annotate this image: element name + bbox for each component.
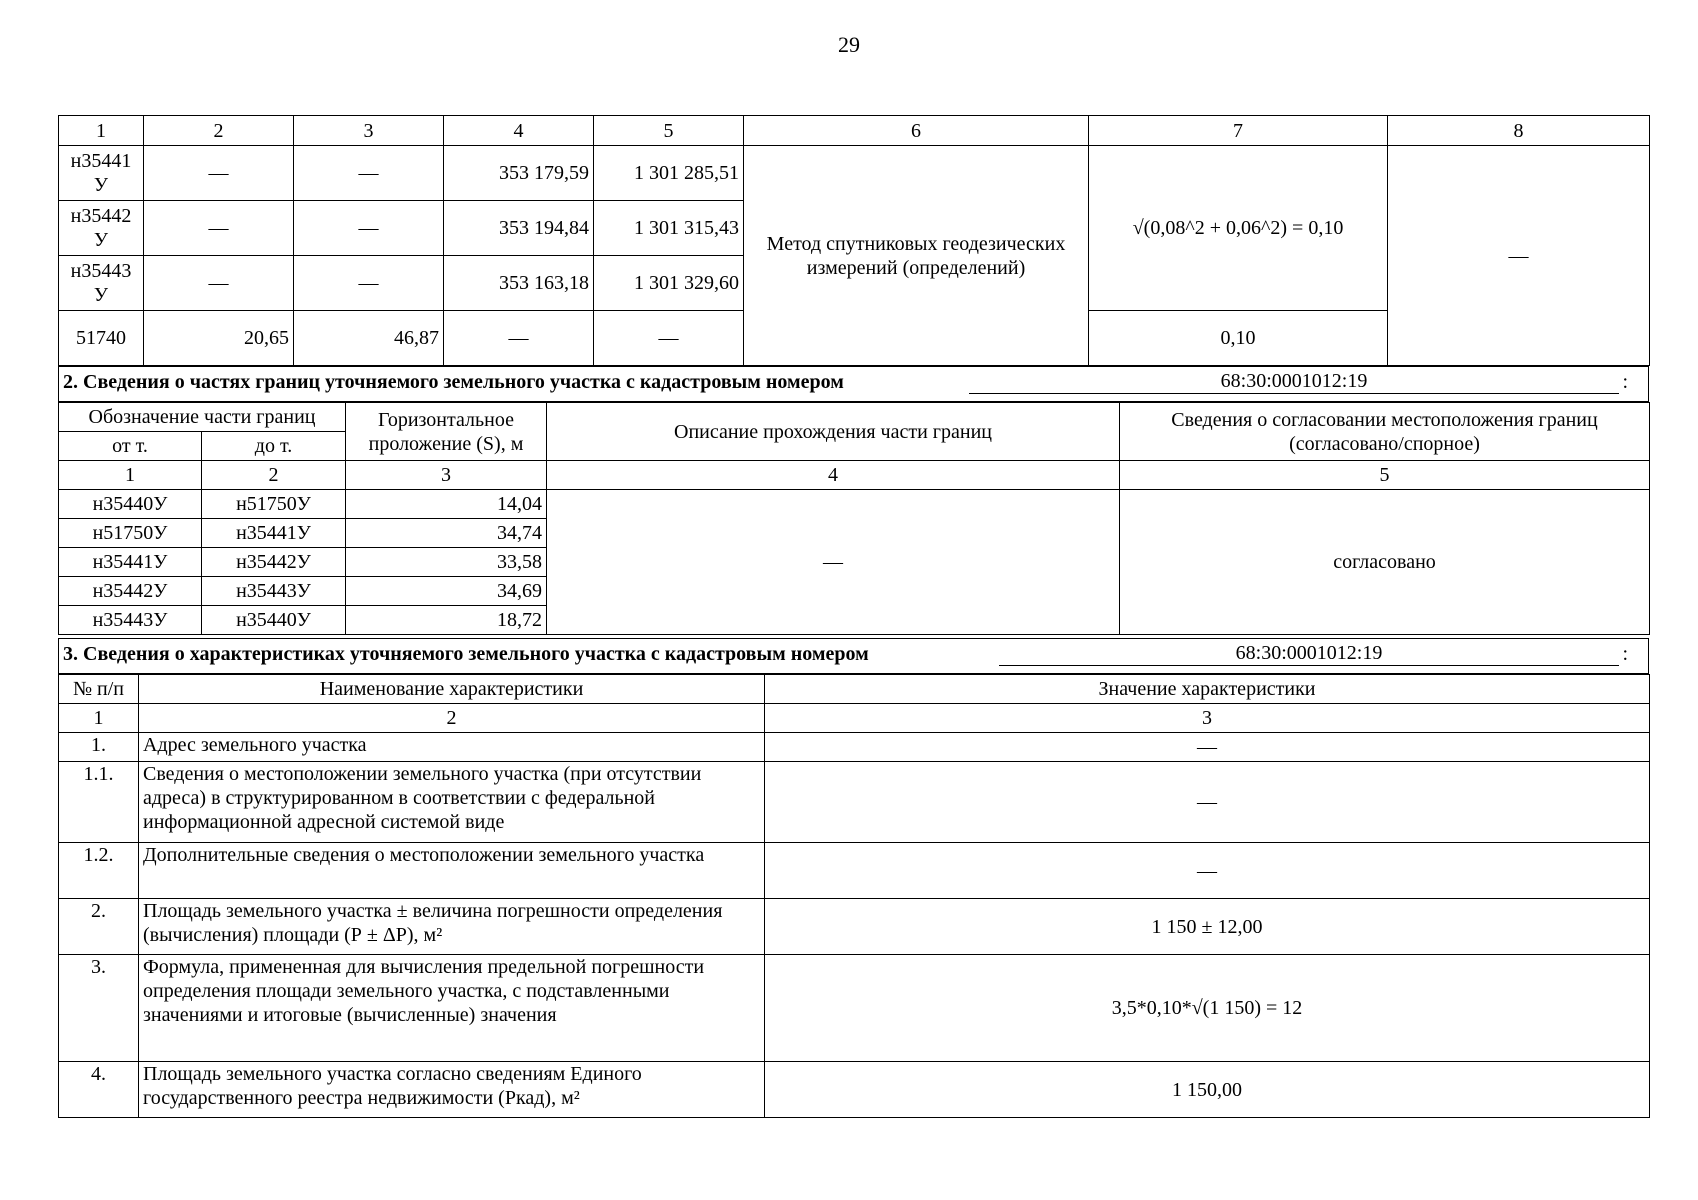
column-number-row [59,461,1650,490]
to-point: н35443У [202,577,346,606]
cadastral-number: 68:30:0001012:19 [969,369,1619,394]
characteristic-value: 1 150,00 [765,1062,1650,1118]
coord-y: 1 301 329,60 [594,256,744,311]
coord-y: — [594,311,744,366]
horizontal-value: 34,74 [346,519,547,548]
designation-header: Обозначение части границ [59,403,346,432]
page-number: 29 [838,32,860,57]
characteristic-value: — [765,762,1650,843]
characteristic-value: 3,5*0,10*√(1 150) = 12 [765,955,1650,1062]
col-number: 2 [144,116,294,146]
num-header: № п/п [59,675,139,704]
section-2-title-bar [58,366,1649,402]
from-point: н35442У [59,577,202,606]
table-row [59,490,1650,519]
row-number: 1.2. [59,843,139,899]
characteristics-table [58,674,1650,1118]
row-number: 1.1. [59,762,139,843]
cell: — [144,256,294,311]
col-number: 8 [1388,116,1650,146]
table-row [59,146,1650,201]
horizontal-value: 14,04 [346,490,547,519]
point-name: н35443 У [59,256,144,311]
to-point: н51750У [202,490,346,519]
colon: : [1622,371,1628,393]
row-number: 3. [59,955,139,1062]
cell: — [294,146,444,201]
cell: — [144,201,294,256]
accuracy-cell: 0,10 [1089,311,1388,366]
characteristic-name: Адрес земельного участка [139,733,765,762]
point-name: 51740 [59,311,144,366]
coord-x: 353 194,84 [444,201,594,256]
column-number-row [59,704,1650,733]
col8-cell: — [1388,146,1650,366]
to-header: до т. [202,432,346,461]
col-number: 2 [202,461,346,490]
horizontal-header: Горизонтальное проложение (S), м [346,403,547,461]
section-3-title: 3. Сведения о характеристиках уточняемого земельного участка с кадастровым номером [63,643,869,665]
table-row [59,955,1650,1062]
description-header: Описание прохождения части границ [547,403,1120,461]
from-point: н35443У [59,606,202,635]
coord-x: — [444,311,594,366]
characteristic-value: — [765,843,1650,899]
col-number: 1 [59,461,202,490]
col-number: 3 [294,116,444,146]
method-cell: Метод спутниковых геодезических измерений (определений) [744,146,1089,366]
agreement-value: согласовано [1120,490,1650,635]
cell: — [294,256,444,311]
colon: : [1622,643,1628,665]
characteristic-name: Площадь земельного участка ± величина погрешности определения (вычисления) площади (Р ± ΔР), м² [139,899,765,955]
col-number: 5 [594,116,744,146]
characteristic-name: Площадь земельного участка согласно сведениям Единого государственного реестра недвижимости (Ркад), м² [139,1062,765,1118]
table-row [59,899,1650,955]
col-number: 6 [744,116,1089,146]
point-name: н35442 У [59,201,144,256]
cadastral-number: 68:30:0001012:19 [999,641,1619,666]
horizontal-value: 18,72 [346,606,547,635]
characteristic-value: 1 150 ± 12,00 [765,899,1650,955]
cell: — [144,146,294,201]
row-number: 1. [59,733,139,762]
cell: — [294,201,444,256]
section-3-title-bar [58,638,1649,674]
characteristic-name: Формула, примененная для вычисления предельной погрешности определения площади земельного участка, с подставленными значениями и итоговые (вычисленные) значения [139,955,765,1062]
coord-y: 1 301 315,43 [594,201,744,256]
col-number: 3 [346,461,547,490]
col-number: 4 [444,116,594,146]
cell: 20,65 [144,311,294,366]
row-number: 4. [59,1062,139,1118]
from-header: от т. [59,432,202,461]
coord-y: 1 301 285,51 [594,146,744,201]
coord-x: 353 179,59 [444,146,594,201]
value-header: Значение характеристики [765,675,1650,704]
characteristic-name: Дополнительные сведения о местоположении земельного участка [139,843,765,899]
table-row [59,843,1650,899]
from-point: н35440У [59,490,202,519]
from-point: н51750У [59,519,202,548]
column-number-row [59,116,1650,146]
table-row [59,1062,1650,1118]
agreement-header: Сведения о согласовании местоположения границ (согласовано/спорное) [1120,403,1650,461]
name-header: Наименование характеристики [139,675,765,704]
col-number: 7 [1089,116,1388,146]
point-name: н35441 У [59,146,144,201]
col-number: 1 [59,116,144,146]
col-number: 3 [765,704,1650,733]
from-point: н35441У [59,548,202,577]
boundary-parts-table [58,402,1650,635]
to-point: н35442У [202,548,346,577]
characteristic-value: — [765,733,1650,762]
col-number: 1 [59,704,139,733]
characteristic-name: Сведения о местоположении земельного участка (при отсутствии адреса) в структурированном в соответствии с федеральной информационной адресной системой виде [139,762,765,843]
formula-cell: √(0,08^2 + 0,06^2) = 0,10 [1089,146,1388,311]
table-row [59,733,1650,762]
section-2-title: 2. Сведения о частях границ уточняемого земельного участка с кадастровым номером [63,371,844,393]
coord-x: 353 163,18 [444,256,594,311]
table-row [59,762,1650,843]
description-value: — [547,490,1120,635]
to-point: н35441У [202,519,346,548]
coordinates-table [58,115,1650,366]
col-number: 5 [1120,461,1650,490]
horizontal-value: 33,58 [346,548,547,577]
horizontal-value: 34,69 [346,577,547,606]
to-point: н35440У [202,606,346,635]
col-number: 2 [139,704,765,733]
col-number: 4 [547,461,1120,490]
row-number: 2. [59,899,139,955]
cell: 46,87 [294,311,444,366]
